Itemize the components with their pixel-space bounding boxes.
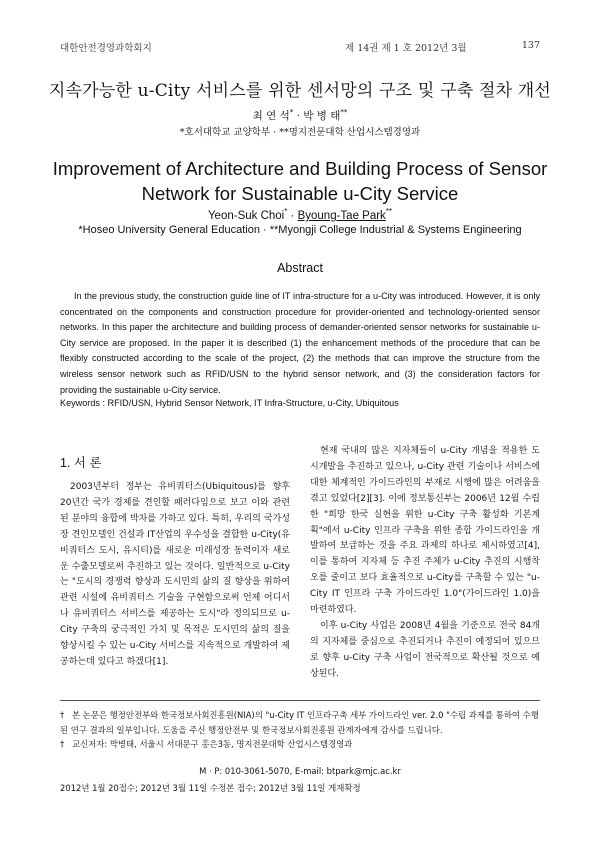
- korean-affiliation: *호서대학교 교양학부 · **명지전문대학 산업시스템경영과: [179, 127, 421, 138]
- footnote-corresponding-author: [60, 737, 540, 752]
- korean-author-2-mark: **: [340, 108, 348, 117]
- keywords: [60, 398, 540, 408]
- intro-paragraph-1: 2003년부터 정부는 유비쿼터스(Ubiquitous)를 향후 20년간 국가 경제를 견인할 패러다임으로 보고 이와 관련된 분야의 융합에 박차를 가하고 있다. 특히, 우리의 국가성장 견인모델인 건설과 IT산업의 우수성을 결합한 u-City(유비쿼터스 도시, 유시티)를 새로운 미래성장 동력이자 새로운 수출모델로써 추진하고 있는 것이다. 일반적으로 u-City는 "도시의 경쟁력 향상과 도시민의 삶의 질 향상을 위하여 관련 시설에 유비쿼터스 기술을 구현함으로써 언제 어디서나 유비쿼터스 서비스를 제공하는 도시"라 정의되므로 u-City 구축의 궁극적인 가치 및 목적은 도시민의 삶의 질을 향상시킬 수 있는 u-City 서비스를 지속적으로 개발하여 제공하는데 있다고 하겠다[1].: [60, 482, 290, 667]
- intro-paragraph-2: 현재 국내의 많은 지자체들이 u-City 개념을 적용한 도시개발을 추진하고 있으나, u-City 관련 기술이나 서비스에 대한 체계적인 가이드라인의 부재로 시행에 많은 어려움을 겪고 있었다[2][3]. 이에 정보통신부는 2006년 12월 수립한 "희망 한국 실현을 위한 u-City 구축 활성화 기본계획"에서 u-City 인프라 구축을 위한 종합 가이드라인을 개발하여 보급하는 것을 주요 과제의 하나로 제시하였고[4], 이를 통하여 지자체 등 추진 주체가 u-City 추진의 시행착오를 줄이고 보다 효율적으로 u-City를 구축할 수 있는 "u-City IT 인프라 구축 가이드라인 1.0"(가이드라인 1.0)을 마련하였다.: [310, 446, 540, 616]
- abstract-body: In the previous study, the construction guide line of IT infra-structure for a u-City was introduced. However, it is only concentrated on the components and construction procedure for provider-oriented and technology-oriented sensor networks. In this paper the architecture and building process of demander-oriented sensor networks for sustainable u-City service are proposed. In the paper it is described (1) the enhancement methods of the procedure that can be flexibly constructed according to the scale of the project, (2) the methods that can improve the structure from the wireless sensor network such as RFID/USN to the hybrid sensor network, and (3) the consideration factors for providing the sustainable u-City service.: [60, 291, 540, 395]
- volume-info: 제 14권 제 1 호 2012년 3월: [345, 43, 467, 54]
- footnote-dates: 2012년 1월 20접수; 2012년 3월 11일 수정본 접수; 2012년 3월 11일 게재확정: [60, 783, 361, 793]
- english-title-line-1: Improvement of Architecture and Building Process of Sensor: [52, 158, 548, 179]
- english-author-1: Yeon-Suk Choi: [207, 209, 285, 222]
- korean-author-1: 최 연 석: [252, 110, 290, 122]
- english-title-line-2: Network for Sustainable u-City Service: [141, 183, 459, 204]
- abstract-heading: Abstract: [277, 261, 323, 275]
- footnote-contact: M · P: 010-3061-5070, E-mail: btpark@mjc.ac.kr: [199, 766, 401, 776]
- section-1-heading: 1. 서 론: [60, 456, 102, 470]
- footnote-acknowledgement: [60, 708, 540, 737]
- korean-author-2: 박 병 태: [303, 110, 341, 122]
- english-author-1-mark: *: [284, 207, 288, 216]
- english-author-2-mark: **: [385, 207, 393, 216]
- english-title: [0, 156, 600, 206]
- korean-authors: [0, 108, 600, 123]
- intro-paragraph-3: 이후 u-City 사업은 2008년 4월을 기준으로 전국 84개의 지자체를 중심으로 추진되거나 추진이 예정되어 있으므로 향후 u-City 구축 사업이 전국적으로 확산될 것으로 예상된다.: [310, 620, 540, 679]
- dagger-mark: †: [60, 739, 65, 749]
- right-column: [310, 444, 540, 683]
- left-column: [60, 480, 290, 671]
- footnote-divider: [60, 700, 540, 701]
- page-number: 137: [521, 40, 540, 51]
- english-author-separator: ·: [287, 209, 298, 222]
- korean-author-1-mark: *: [289, 108, 294, 117]
- keywords-label: Keywords :: [60, 398, 108, 408]
- journal-name: 대한안전경영과학회지: [60, 43, 152, 54]
- keywords-list: RFID/USN, Hybrid Sensor Network, IT Infra-Structure, u-City, Ubiquitous: [107, 398, 399, 408]
- korean-author-separator: ·: [293, 110, 304, 122]
- footnote-corresponding-text: 교신저자: 박병태, 서울시 서대문구 홍은3동, 명지전문대학 산업시스템경영과: [72, 739, 353, 749]
- english-authors: [0, 207, 600, 222]
- english-affiliation: *Hoseo University General Education · **Myongji College Industrial & Systems Engineering: [78, 224, 522, 236]
- korean-title: 지속가능한 u-City 서비스를 위한 센서망의 구조 및 구축 절차 개선: [48, 81, 552, 101]
- dagger-mark: †: [60, 710, 65, 720]
- english-author-2: Byoung-Tae Park: [297, 209, 386, 222]
- footnote-acknowledgement-text: 본 논문은 행정안전부와 한국정보사회진흥원(NIA)의 "u-City IT 인프라구축 세부 가이드라인 ver. 2.0 "수립 과제를 통하여 수행된 연구 결과의 일부입니다. 도움을 주신 행정안전부 및 한국정보사회진흥원 관계자에게 감사를 드립니다.: [60, 710, 539, 735]
